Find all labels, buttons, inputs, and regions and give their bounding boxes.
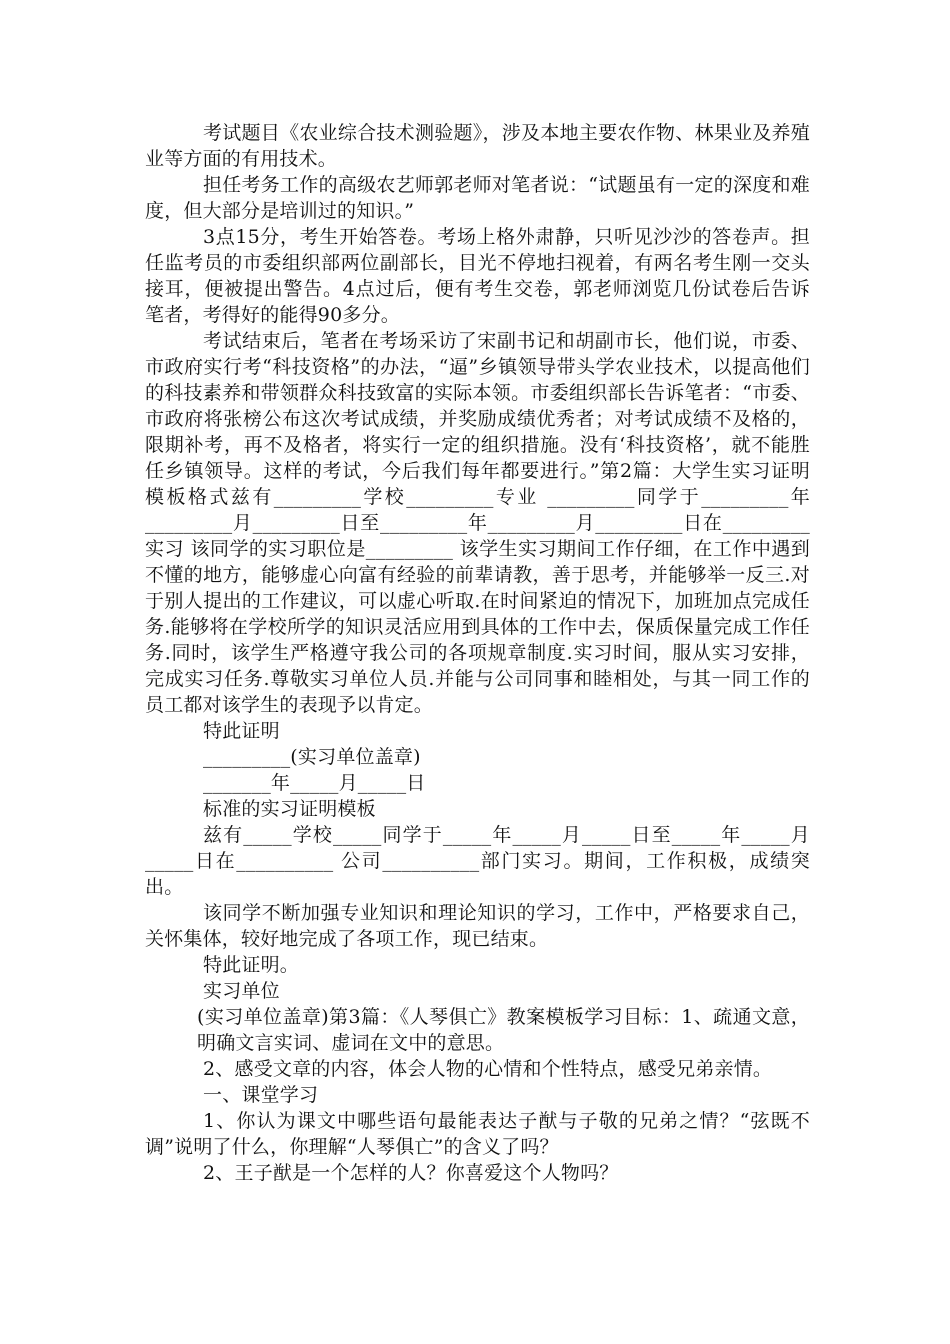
certify-line: 特此证明 <box>203 720 280 742</box>
unit-line: 实习单位 <box>203 980 280 1002</box>
paragraph-lesson-goals: (实习单位盖章)第3篇：《人琴俱亡》教案模板学习目标：1、疏通文意，明确文言实词、虚词在文中的意思。 <box>197 1006 810 1054</box>
date-line: _______年_____月_____日 <box>203 772 426 794</box>
paragraph-template-body: 兹有_____学校_____同学于_____年_____月_____日至_____年_____月_____日在__________ 公司__________部门实习。期间，工作积极，成绩突出。 <box>145 824 810 898</box>
document-body <box>145 120 810 1186</box>
question-2: 2、王子猷是一个怎样的人？你喜爱这个人物吗？ <box>203 1162 619 1184</box>
paragraph-1: 考试题目《农业综合技术测验题》，涉及本地主要农作物、林果业及养殖业等方面的有用技术。 <box>145 122 810 170</box>
stamp-line: _________(实习单位盖章) <box>203 746 421 768</box>
certify-line-2: 特此证明。 <box>203 954 300 976</box>
paragraph-2: 担任考务工作的高级农艺师郭老师对笔者说：“试题虽有一定的深度和难度，但大部分是培训过的知识。” <box>145 174 810 222</box>
paragraph-3: 3点15分，考生开始答卷。考场上格外肃静，只听见沙沙的答卷声。担任监考员的市委组织部两位副部长，目光不停地扫视着，有两名考生刚一交头接耳，便被提出警告。4点过后，便有考生交卷，郭老师浏览几份试卷后告诉笔者，考得好的能得90多分。 <box>145 226 810 326</box>
paragraph-4: 考试结束后，笔者在考场采访了宋副书记和胡副市长，他们说，市委、市政府实行考“科技资格”的办法，“逼”乡镇领导带头学农业技术，以提高他们的科技素养和带领群众科技致富的实际本领。市委组织部长告诉笔者：“市委、市政府将张榜公布这次考试成绩，并奖励成绩优秀者；对考试成绩不及格的，限期补考，再不及格者，将实行一定的组织措施。没有‘科技资格’，就不能胜任乡镇领导。这样的考试，今后我们每年都要进行。”第2篇：大学生实习证明模板格式兹有_________学校_________专业 _________同学于_________年_________月_________日至_________年_________月_________日在_________实习 该同学的实习职位是_________ 该学生实习期间工作仔细，在工作中遇到不懂的地方，能够虚心向富有经验的前辈请教，善于思考，并能够举一反三.对于别人提出的工作建议，可以虚心听取.在时间紧迫的情况下，加班加点完成任务.能够将在学校所学的知识灵活应用到具体的工作中去，保质保量完成工作任务.同时，该学生严格遵守我公司的各项规章制度.实习时间，服从实习安排，完成实习任务.尊敬实习单位人员.并能与公司同事和睦相处，与其一同工作的员工都对该学生的表现予以肯定。 <box>145 330 810 716</box>
paragraph-goal-2: 2、感受文章的内容，体会人物的心情和个性特点，感受兄弟亲情。 <box>203 1058 773 1080</box>
template-heading: 标准的实习证明模板 <box>203 798 376 820</box>
question-1: 1、你认为课文中哪些语句最能表达子猷与子敬的兄弟之情？“弦既不调”说明了什么，你理解“人琴俱亡”的含义了吗？ <box>145 1110 810 1158</box>
paragraph-template-summary: 该同学不断加强专业知识和理论知识的学习，工作中，严格要求自己，关怀集体，较好地完成了各项工作，现已结束。 <box>145 902 810 950</box>
section-heading: 一、课堂学习 <box>203 1084 319 1106</box>
